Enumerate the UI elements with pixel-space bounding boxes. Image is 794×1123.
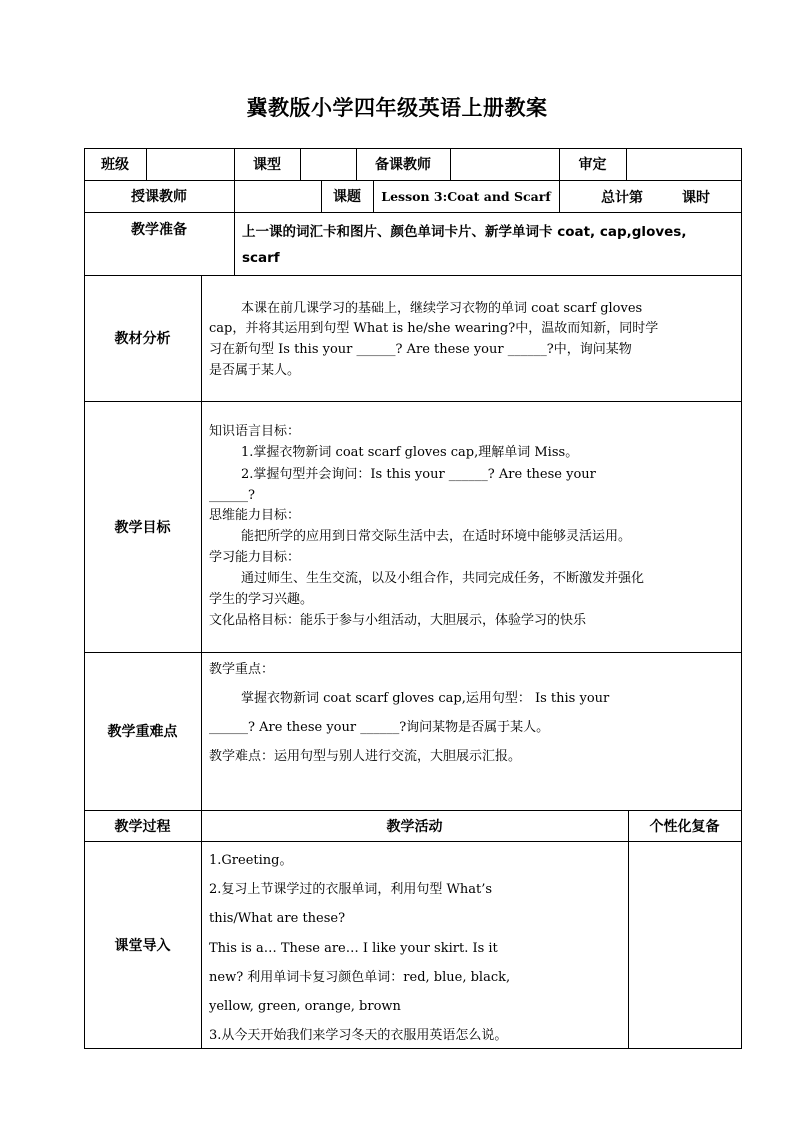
key-points-content xyxy=(201,652,741,810)
goals-line: 学生的学习兴趣。 xyxy=(209,592,314,607)
goals-line: 1.掌握衣物新词 coat scarf gloves cap,理解单词 Miss。 xyxy=(241,445,579,460)
intro-personal-notes[interactable] xyxy=(628,841,741,1048)
review-field[interactable] xyxy=(626,148,741,180)
key-points-line: 教学难点：运用句型与别人进行交流，大胆展示汇报。 xyxy=(209,749,522,764)
intro-line: this/What are these? xyxy=(209,911,346,926)
teacher-label: 授课教师 xyxy=(131,189,187,205)
intro-line: 2.复习上节课学过的衣服单词，利用句型 What’s xyxy=(209,882,493,897)
analysis-content xyxy=(201,275,741,401)
process-header-col1: 教学过程 xyxy=(114,818,171,835)
prep-line: 上一课的词汇卡和图片、颜色单词卡片、新学单词卡 coat, cap,gloves, xyxy=(242,224,687,240)
intro-content xyxy=(201,841,628,1048)
prep-label-cell xyxy=(84,212,234,275)
prep-content xyxy=(234,212,741,275)
key-points-line: ______? Are these your ______?询问某物是否属于某人。 xyxy=(209,720,550,735)
goals-content xyxy=(201,401,741,652)
topic-value: Lesson 3:Coat and Scarf xyxy=(381,188,551,204)
intro-line: yellow, green, orange, brown xyxy=(209,999,401,1014)
goals-line: 知识语言目标： xyxy=(209,424,301,439)
prep-line: scarf xyxy=(242,250,280,266)
process-header-col2: 教学活动 xyxy=(386,818,443,835)
analysis-line: cap，并将其运用到句型 What is he/she wearing?中，温故而知新，同时学 xyxy=(209,321,659,336)
intro-line: new? 利用单词卡复习颜色单词：red, blue, black, xyxy=(209,970,511,985)
intro-line: This is a… These are… I like your skirt. Is it xyxy=(209,941,498,956)
analysis-line: 本课在前几课学习的基础上，继续学习衣物的单词 coat scarf gloves xyxy=(241,301,643,316)
key-points-label: 教学重难点 xyxy=(107,724,178,740)
goals-label: 教学目标 xyxy=(114,519,171,536)
period-label: 课时 xyxy=(682,190,710,206)
review-label: 审定 xyxy=(578,157,607,173)
goals-line: 能把所学的应用到日常交际生活中去，在适时环境中能够灵活运用。 xyxy=(241,529,632,544)
goals-line: 学习能力目标： xyxy=(209,550,301,565)
process-header-col3: 个性化复备 xyxy=(649,818,720,835)
goals-line: ______? xyxy=(209,488,255,503)
key-points-line: 掌握衣物新词 coat scarf gloves cap,运用句型： Is this your xyxy=(241,691,610,706)
prep-teacher-label: 备课教师 xyxy=(375,157,431,173)
analysis-line: 习在新句型 Is this your ______? Are these your ______?中，询问某物 xyxy=(209,342,632,357)
intro-line: 1.Greeting。 xyxy=(209,853,293,868)
lesson-type-label: 课型 xyxy=(253,157,281,173)
intro-label: 课堂导入 xyxy=(114,937,171,954)
goals-line: 思维能力目标： xyxy=(209,508,301,523)
goals-line: 2.掌握句型并会询问：Is this your ______? Are these your xyxy=(241,467,596,482)
analysis-line: 是否属于某人。 xyxy=(209,363,301,378)
goals-line: 通过师生、生生交流，以及小组合作，共同完成任务，不断激发并强化 xyxy=(241,571,645,586)
period-count xyxy=(559,180,741,212)
teacher-field[interactable] xyxy=(234,180,321,212)
class-label: 班级 xyxy=(101,157,129,173)
topic-label: 课题 xyxy=(333,189,361,205)
lesson-type-field[interactable] xyxy=(300,148,356,180)
table-border-right xyxy=(741,148,742,1049)
class-field[interactable] xyxy=(146,148,234,180)
intro-line: 3.从今天开始我们来学习冬天的衣服用英语怎么说。 xyxy=(209,1028,508,1043)
analysis-label: 教材分析 xyxy=(114,331,171,347)
document-title: 冀教版小学四年级英语上册教案 xyxy=(246,96,548,120)
prep-teacher-field[interactable] xyxy=(450,148,559,180)
prep-label: 教学准备 xyxy=(131,222,187,238)
table-border-bottom xyxy=(84,1048,742,1049)
goals-line: 文化品格目标：能乐于参与小组活动，大胆展示，体验学习的快乐 xyxy=(209,613,587,628)
total-label: 总计第 xyxy=(601,190,643,206)
key-points-line: 教学重点： xyxy=(209,662,275,677)
